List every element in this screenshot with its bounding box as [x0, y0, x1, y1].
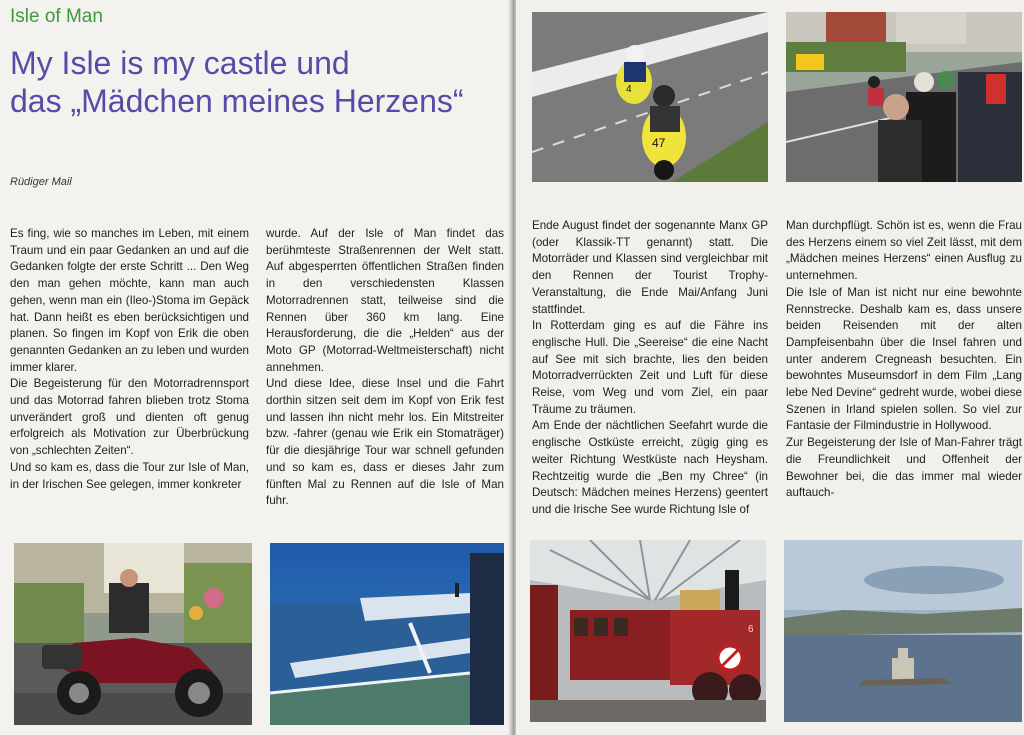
paragraph: Und so kam es, dass die Tour zur Isle of Man, in der Irischen See gelegen, immer konkreter: [10, 460, 249, 491]
right-page: [516, 0, 1024, 735]
paragraph: Die Begeisterung für den Motorradrennsport und das Motorrad fahren blieben trotz Stoma unverändert groß und dienten oft genug erfolgreich als Motivation zur Überbrückung von „schlechten Zeiten“.: [10, 377, 249, 458]
paragraph: Zur Begeisterung der Isle of Man-Fahrer trägt die Freundlichkeit und Offenheit der Bewohner bei, die das immer mal wieder auftauch-: [786, 436, 1022, 500]
photo-motorbike: [14, 543, 252, 725]
paragraph: In Rotterdam ging es auf die Fähre ins englische Hull. Die „Seereise“ die eine Nacht auf See mit sich brachte, lies den beiden Motorradverrückten Zeit und Luft für diese Reise, vom Weg und vom Ziel, ein paar Träume zu träumen.: [532, 319, 768, 416]
text-column-1: [10, 226, 249, 493]
text-column-2: [266, 226, 504, 510]
paragraph: wurde. Auf der Isle of Man findet das berühmteste Straßenrennen der Welt statt. Auf abgesperrten öffentlichen Straßen finden in den verschiedensten Klassen Motorradrennen statt, teilweise sind die Rennen über 360 km lang. Eine Herausforderung, die die „Helden“ aus der Moto GP (Motorrad-Weltmeisterschaft) nicht annehmen.: [266, 227, 504, 374]
text-column-3: [532, 218, 768, 519]
paragraph: Und diese Idee, diese Insel und die Fahrt dorthin sitzen seit dem im Kopf von Erik fest und lassen ihn nicht mehr los. Ein Mitstreiter bzw. -fahrer (genau wie Erik ein Stomaträger) für die diesjährige Tour war schnell gefunden und so kam es, dass er dieses Jahr zum fünften Mal zu Rennen auf die Isle of Man fuhr.: [266, 377, 504, 508]
paragraph: Es fing, wie so manches im Leben, mit einem Traum und ein paar Gedanken an und auf die Gedanken folgte der erste Schritt ... Den Weg den man gehen möchte, kann man auch gehen, wenn man ein (Ileo-)Stoma im Gepäck hat. Dann heißt es eben berücksichtigen und planen. So fingen im Kopf von Erik die oben genannten Gedanken an zu leben und wurden immer klarer.: [10, 227, 249, 374]
section-label: Isle of Man: [10, 6, 103, 27]
race-number-front: 4: [626, 84, 632, 95]
paragraph: Am Ende der nächtlichen Seefahrt wurde die englische Ostküste erreicht, zügig ging es weiter Richtung Westküste nach Heysham. Rechtzeitig wurde die „Ben my Chree“ (in Deutsch: Mädchen meines Herzens) geentert und die Irische See wurde Richtung Isle of: [532, 419, 768, 516]
text-column-4: [786, 218, 1022, 502]
photo-spectators: [786, 12, 1022, 182]
paragraph: Man durchpflügt. Schön ist es, wenn die Frau des Herzens einem so viel Zeit lässt, mit dem „Mädchen meines Herzens“ einen Ausflug zu unternehmen.: [786, 219, 1022, 283]
photo-ferry-deck: [270, 543, 504, 725]
paragraph: Die Isle of Man ist nicht nur eine bewohnte Rennstrecke. Deshalb kam es, dass unsere beiden Reisenden mit der alten Dampfeisenbahn über die Insel fahren und unter anderem Cregneash besuchten. Ein bewohntes Museumsdorf in dem Film „Lang lebe Ned Devine“ gedreht wurde, wobei diese Szenen in Irland spielen sollen. So viel zur Fantasie der Filmindustrie in Hollywood.: [786, 285, 1022, 433]
photo-tower-of-refuge: [784, 540, 1022, 722]
left-page: [0, 0, 510, 735]
show-through-text: . . . . . . . . . . . . . . . . . . . . . .: [280, 120, 412, 132]
locomotive-number: 6: [748, 624, 754, 635]
article-title: [10, 44, 500, 120]
race-number-rear: 47: [652, 136, 666, 150]
title-line-1: My Isle is my castle und: [10, 45, 350, 81]
photo-race-bikes: [532, 12, 768, 182]
paragraph: Ende August findet der sogenannte Manx GP (oder Klassik-TT genannt) statt. Die Motorräder und Klassen sind vergleichbar mit den Rennen der Tourist Trophy-Veranstaltung, die Ende Mai/Anfang Juni stattfindet.: [532, 219, 768, 316]
photo-steam-locomotive: [530, 540, 766, 722]
title-line-2: das „Mädchen meines Herzens“: [10, 83, 464, 119]
author-byline: Rüdiger Mail: [10, 176, 72, 188]
